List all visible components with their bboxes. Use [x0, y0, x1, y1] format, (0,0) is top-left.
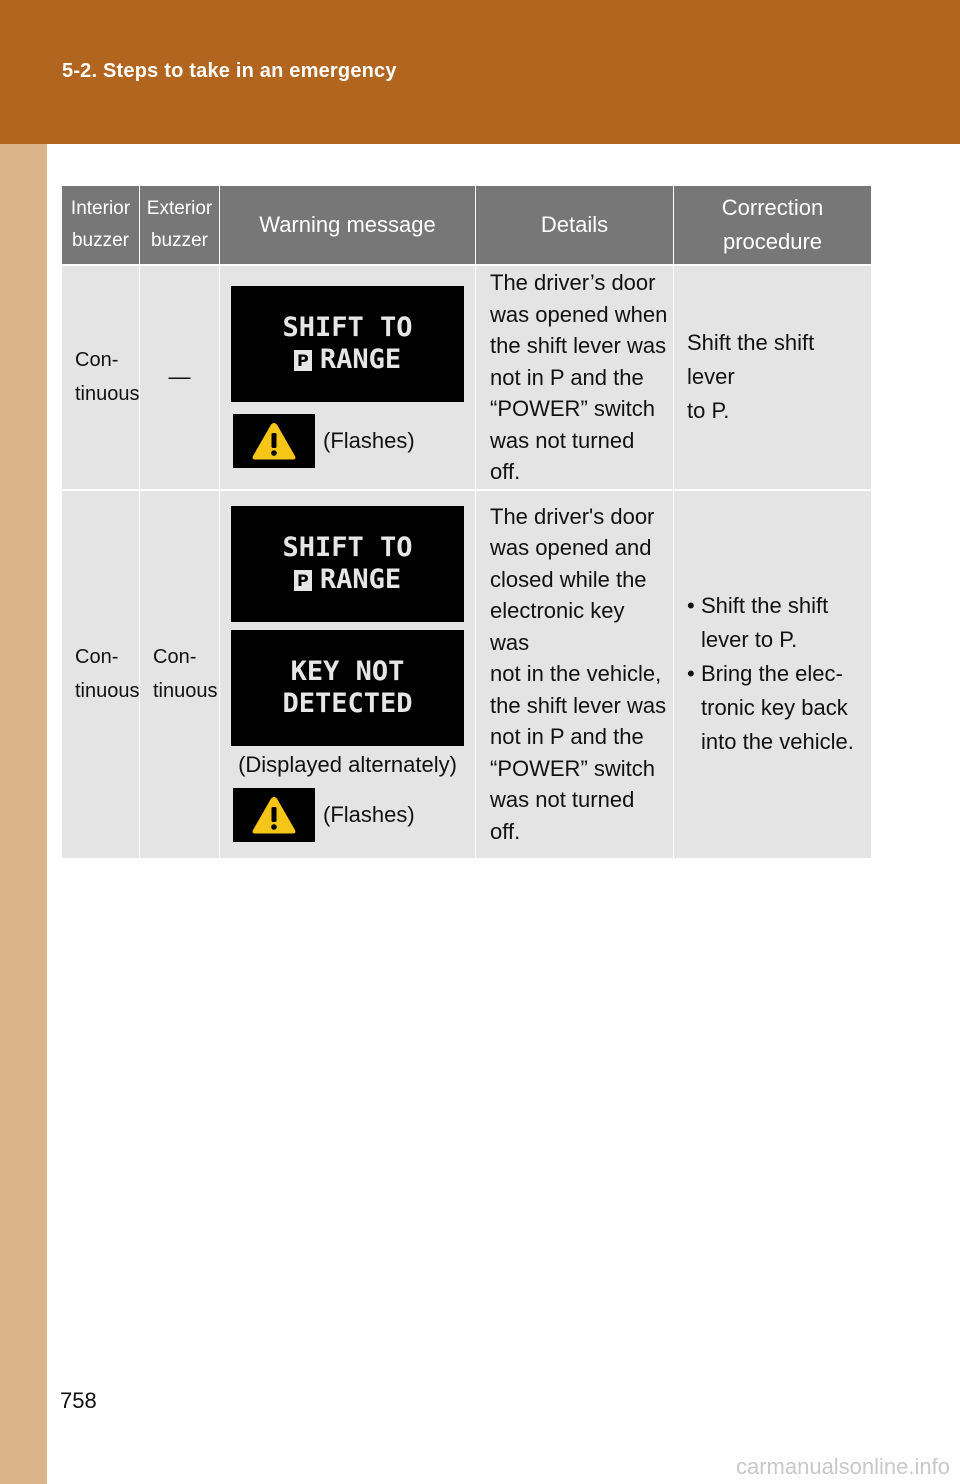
cell-line: to P. — [687, 398, 730, 424]
screen-text: RANGE — [319, 344, 402, 376]
cell-line: not in P and the — [490, 724, 644, 750]
column-header-interior-buzzer — [62, 186, 140, 265]
correction-bullet — [687, 657, 865, 759]
header-line: buzzer — [150, 230, 209, 251]
exterior-buzzer-cell: — — [140, 265, 220, 490]
table-row — [62, 265, 872, 490]
section-title: 5-2. Steps to take in an emergency — [62, 60, 397, 82]
warning-table — [61, 186, 872, 858]
cell-line: closed while the — [490, 566, 647, 592]
screen-line — [294, 344, 401, 376]
column-header-details: Details — [476, 186, 674, 265]
bullet-text — [701, 589, 828, 657]
flash-indicator — [233, 414, 475, 468]
cell-line: tinuous — [153, 680, 218, 702]
cell-line: The driver’s door — [490, 270, 656, 295]
cell-line: not in P and the — [490, 364, 644, 390]
table-header-row — [62, 186, 872, 265]
interior-buzzer-cell — [62, 265, 140, 490]
warning-message-cell — [220, 490, 476, 858]
header-line: Exterior — [146, 198, 213, 219]
cell-line: the shift lever was — [490, 333, 667, 358]
flashes-label: (Flashes) — [323, 802, 415, 827]
p-range-icon: P — [294, 570, 312, 591]
side-thumb-band — [0, 144, 47, 1484]
flashes-label: (Flashes) — [323, 428, 415, 454]
exterior-buzzer-cell — [140, 490, 220, 858]
cell-line: Shift the shift lever — [687, 330, 815, 390]
cell-line: Con- — [75, 646, 119, 668]
cell-line: lever to P. — [701, 627, 798, 652]
cell-line: Con- — [153, 646, 197, 668]
page-number: 758 — [60, 1388, 97, 1413]
watermark: carmanualsonline.info — [735, 1454, 950, 1479]
cell-line: was not turned off. — [490, 787, 635, 844]
screen-line: DETECTED — [282, 688, 413, 719]
column-header-warning-message: Warning message — [220, 186, 476, 265]
cell-line: Bring the elec- — [701, 661, 843, 686]
cell-line: electronic key was — [490, 598, 625, 655]
bullet-text — [701, 657, 854, 759]
warning-triangle-icon — [233, 788, 315, 842]
cell-line: tronic key back — [701, 695, 848, 720]
p-range-icon: P — [294, 350, 312, 371]
warning-triangle-icon — [233, 414, 315, 468]
cell-line: tinuous — [75, 680, 140, 702]
header-line: Interior — [70, 198, 131, 219]
correction-cell — [674, 265, 872, 490]
cell-line: the shift lever was — [490, 692, 667, 718]
cell-line: “POWER” switch — [490, 755, 655, 781]
header-line: buzzer — [71, 230, 130, 251]
displayed-alternately-label: (Displayed alternately) — [238, 752, 457, 777]
bullet-mark: • — [687, 661, 695, 686]
screen-line: KEY NOT — [290, 656, 405, 687]
table-row — [62, 490, 872, 858]
cell-line: Shift the shift — [701, 593, 829, 618]
display-screen-shift-to-p-range — [231, 506, 464, 622]
screen-text: RANGE — [319, 564, 402, 595]
cell-line: Con- — [75, 349, 119, 372]
warning-message-cell — [220, 265, 476, 490]
cell-line: was not turned off. — [490, 427, 635, 484]
cell-line: tinuous — [75, 383, 140, 406]
cell-line: not in the vehicle, — [490, 661, 662, 687]
screen-line: SHIFT TO — [282, 532, 413, 563]
correction-cell — [674, 490, 872, 858]
details-cell — [476, 265, 674, 490]
cell-line: into the vehicle. — [701, 729, 854, 754]
screen-line: SHIFT TO — [282, 312, 413, 344]
details-cell — [476, 490, 674, 858]
column-header-correction — [674, 186, 872, 265]
cell-line: was opened and — [490, 535, 652, 561]
screen-line — [294, 564, 401, 596]
header-line: procedure — [722, 229, 823, 254]
header-line: Correction — [721, 195, 824, 220]
correction-bullet — [687, 589, 865, 657]
display-screen-shift-to-p-range — [231, 286, 464, 402]
cell-line: “POWER” switch — [490, 396, 655, 421]
column-header-exterior-buzzer — [140, 186, 220, 265]
cell-line: was opened when — [490, 301, 668, 327]
bullet-mark: • — [687, 593, 695, 618]
flash-indicator — [233, 788, 475, 842]
display-screen-key-not-detected — [231, 630, 464, 746]
interior-buzzer-cell — [62, 490, 140, 858]
cell-line: The driver's door — [490, 503, 655, 529]
